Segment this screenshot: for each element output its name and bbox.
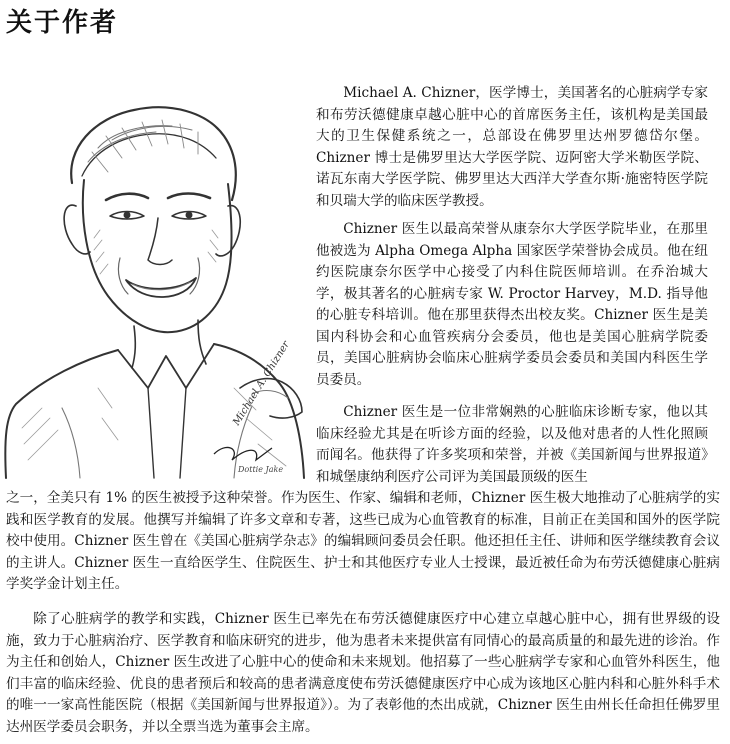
bio-paragraph-4: 除了心脏病学的教学和实践，Chizner 医生已率先在布劳沃德健康医疗中心建立卓越心脏中心，拥有世界级的设施，致力于心脏病治疗、医学教育和临床研究的进步，他为患者未来提供富有同情心的最高质量的和最先进的诊治。作为主任和创始人，Chizner 医生改进了心脏中心的使命和未来规划。他招募了一些心脏病学专家和心血管外科医生，他们丰富的临床经验、优良的患者预后和较高的患者满意度使布劳沃德健康医疗中心成为该地区心脏内科和心脏外科手术的唯一一家高性能医院（根据《美国新闻与世界报道》）。为了表彰他的杰出成就，Chizner 医生由州长任命担任佛罗里达州医学委员会职务，并以全票当选为董事会主席。 [6, 611, 720, 735]
bio-paragraph-3-continued: 之一，全美只有 1% 的医生被授予这种荣誉。作为医生、作家、编辑和老师，Chizner 医生极大地推动了心脏病学的实践和医学教育的发展。他撰写并编辑了许多文章和专著，这些已成为心血管教育的标准，目前正在美国和国外的医学院校中使用。Chizner 医生曾在《美国心脏病学杂志》的编辑顾问委员会任职。他还担任主任、讲师和医学继续教育会议的主讲人。Chizner 医生一直给医学生、住院医生、护士和其他医疗专业人士授课，最近被任命为布劳沃德健康心脏病学奖学金计划主任。 [6, 490, 720, 592]
bio-paragraph-2: Chizner 医生以最高荣誉从康奈尔大学医学院毕业，在那里他被选为 Alpha Omega Alpha 国家医学荣誉协会成员。他在纽约医院康奈尔医学中心接受了内科住院医师培训。在乔治城大学，极其著名的心脏病专家 W. Proctor Harvey，M.D. 指导他的心脏专科培训。他在那里获得杰出校友奖。Chizner 医生是美国内科协会和心血管疾病分会委员，他也是美国心脏病学院委员，美国心脏病协会临床心脏病学委员会委员和美国内科医生学员委员。 [316, 221, 708, 388]
author-portrait-sketch [2, 88, 312, 480]
svg-text:Michael A. Chizner: Michael A. Chizner [231, 339, 292, 428]
bio-paragraph-1: Michael A. Chizner，医学博士，美国著名的心脏病学专家和布劳沃德健康卓越心脏中心的首席医务主任，该机构是美国最大的卫生保健系统之一，总部设在佛罗里达州罗德岱尔堡。Chizner 博士是佛罗里达大学医学院、迈阿密大学米勒医学院、诺瓦东南大学医学院、佛罗里达大西洋大学查尔斯·施密特医学院和贝瑞大学的临床医学教授。 [316, 85, 708, 209]
page-title: 关于作者 [6, 8, 119, 38]
bio-paragraph-3-start: Chizner 医生是一位非常娴熟的心脏临床诊断专家，他以其临床经验尤其是在听诊方面的经验，以及他对患者的人性化照顾而闻名。他获得了许多奖项和荣誉，并被《美国新闻与世界报道》和城堡康纳利医疗公司评为美国最顶级的医生 [316, 404, 708, 485]
svg-text:Dottie Jake: Dottie Jake [238, 465, 284, 474]
